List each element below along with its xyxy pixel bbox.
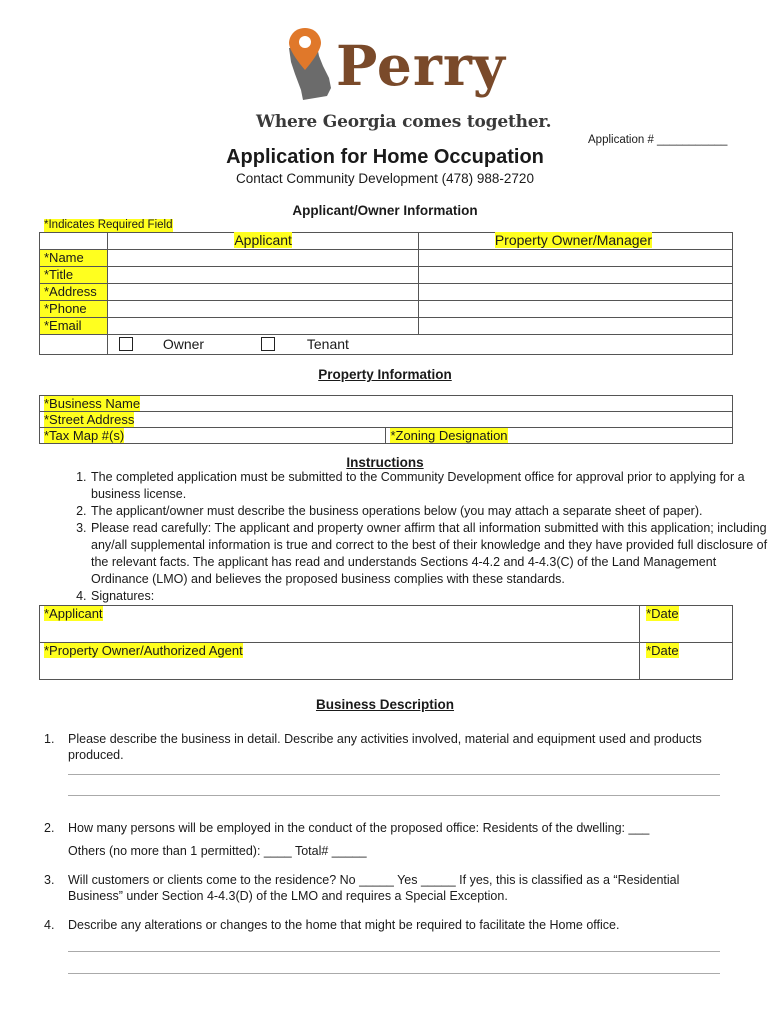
owner-date-field[interactable]: *Date (640, 643, 733, 680)
applicant-date-field[interactable]: *Date (640, 606, 733, 643)
applicant-email-field[interactable] (107, 318, 418, 335)
answer-line[interactable] (68, 774, 720, 775)
question-number: 4. (44, 918, 55, 932)
applicant-signature-field[interactable]: *Applicant (40, 606, 640, 643)
tenant-checkbox[interactable] (261, 337, 275, 351)
business-description-heading: Business Description (315, 697, 455, 712)
applicant-phone-field[interactable] (107, 301, 418, 318)
answer-line[interactable] (68, 951, 720, 952)
application-number[interactable]: Application # ___________ (588, 134, 728, 146)
answer-line[interactable] (68, 795, 720, 796)
corner-cell (40, 233, 108, 250)
owner-tenant-row (107, 335, 732, 355)
street-address-field[interactable]: *Street Address (40, 412, 733, 428)
instructions-list (54, 469, 770, 605)
row-label-email: *Email (40, 318, 108, 335)
instruction-item: 1. The completed application must be submitted to the Community Development office for approval prior to applying for a business license. (90, 469, 770, 503)
tax-map-field[interactable]: *Tax Map #(s) (40, 428, 386, 444)
question-text: How many persons will be employed in the conduct of the proposed office: Residents of the dwelling: ___ (68, 821, 650, 835)
question-text: Will customers or clients come to the residence? No _____ Yes _____ If yes, this is classified as a “Residential Business” under Section 4-4.3(D) of the LMO and requires a Special Exception. (68, 873, 680, 903)
question-text: Please describe the business in detail. Describe any activities involved, material and equipment used and products produced. (68, 732, 702, 762)
zoning-field[interactable]: *Zoning Designation (386, 428, 733, 444)
property-section-heading: Property Information (318, 367, 452, 382)
instruction-item: 4. Signatures: (90, 588, 770, 605)
signature-table (39, 605, 733, 680)
applicant-col-header: Applicant (107, 233, 418, 250)
owner-address-field[interactable] (419, 284, 733, 301)
row-label-address: *Address (40, 284, 108, 301)
owner-email-field[interactable] (419, 318, 733, 335)
instruction-item: 3. Please read carefully: The applicant and property owner affirm that all information submitted with this application; including any/all supplemental information is true and correct to the best of their knowledge and they have provided full disclosure of the relevant facts. The applicant has read and understands Sections 4-4.2 and 4-4.3(C) of the Land Management Ordinance (LMO) and believes the proposed business complies with these standards. (90, 520, 770, 588)
owner-col-header: Property Owner/Manager (419, 233, 733, 250)
owner-label: Owner (162, 336, 205, 352)
question-number: 1. (44, 732, 55, 746)
instructions-heading: Instructions (346, 455, 424, 470)
question-number: 2. (44, 821, 55, 835)
question-text: Others (no more than 1 permitted): ____ Total# _____ (68, 844, 367, 858)
owner-phone-field[interactable] (419, 301, 733, 318)
required-note: *Indicates Required Field (44, 219, 173, 231)
brand-name: Perry (336, 33, 506, 98)
row-label-title: *Title (40, 267, 108, 284)
tagline: Where Georgia comes together. (256, 112, 552, 132)
owner-checkbox[interactable] (119, 337, 133, 351)
question-text: Describe any alterations or changes to the home that might be required to facilitate the Home office. (68, 918, 620, 932)
row-label-name: *Name (40, 250, 108, 267)
owner-title-field[interactable] (419, 267, 733, 284)
contact-line: Contact Community Development (478) 988-2720 (236, 171, 534, 186)
applicant-address-field[interactable] (107, 284, 418, 301)
owner-section-heading: Applicant/Owner Information (292, 203, 478, 218)
property-table (39, 395, 733, 444)
blank-cell (40, 335, 108, 355)
answer-line[interactable] (68, 973, 720, 974)
perry-logo (283, 26, 339, 108)
business-name-field[interactable]: *Business Name (40, 396, 733, 412)
tenant-label: Tenant (306, 336, 349, 352)
row-label-phone: *Phone (40, 301, 108, 318)
pin-dot (299, 36, 311, 48)
owner-signature-field[interactable]: *Property Owner/Authorized Agent (40, 643, 640, 680)
instruction-item: 2. The applicant/owner must describe the business operations below (you may attach a separate sheet of paper). (90, 503, 770, 520)
page-title: Application for Home Occupation (226, 146, 544, 168)
owner-name-field[interactable] (419, 250, 733, 267)
applicant-name-field[interactable] (107, 250, 418, 267)
question-number: 3. (44, 873, 55, 887)
owner-table (39, 232, 733, 355)
applicant-title-field[interactable] (107, 267, 418, 284)
